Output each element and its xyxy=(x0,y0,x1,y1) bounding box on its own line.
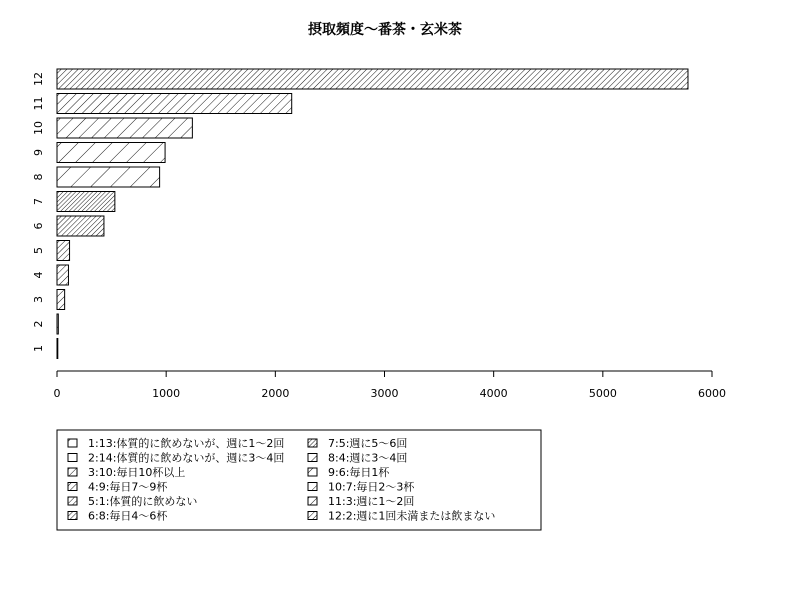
y-tick-label: 7 xyxy=(32,198,45,205)
legend-swatch xyxy=(308,483,317,491)
legend xyxy=(57,430,541,530)
legend-entry-9: 9:6:毎日1杯 xyxy=(328,466,390,479)
y-tick-label: 12 xyxy=(32,72,45,86)
y-tick-label: 4 xyxy=(32,271,45,279)
bar-7 xyxy=(57,192,115,212)
x-tick-label: 2000 xyxy=(261,387,290,400)
y-tick-label: 9 xyxy=(32,149,45,156)
legend-entry-6: 6:8:毎日4〜6杯 xyxy=(88,509,168,523)
x-tick-label: 4000 xyxy=(479,387,508,400)
legend-swatch xyxy=(68,497,77,505)
x-tick-label: 1000 xyxy=(152,387,181,400)
legend-entry-12: 12:2:週に1回未満または飲まない xyxy=(328,509,496,523)
legend-swatch xyxy=(308,439,317,447)
x-tick-label: 0 xyxy=(53,387,61,400)
bar-8 xyxy=(57,167,160,187)
y-tick-label: 10 xyxy=(32,121,45,135)
y-tick-label: 6 xyxy=(32,222,45,230)
bar-4 xyxy=(57,265,68,285)
bar-10 xyxy=(57,118,192,138)
x-axis xyxy=(54,371,727,400)
y-tick-label: 8 xyxy=(32,173,45,181)
bar-12 xyxy=(57,69,688,89)
y-tick-label: 5 xyxy=(32,247,45,254)
y-axis xyxy=(32,72,45,352)
bars-layer xyxy=(57,69,688,359)
x-tick-label: 6000 xyxy=(698,387,726,400)
y-tick-label: 2 xyxy=(32,320,45,328)
bar-1 xyxy=(57,339,58,359)
legend-swatch xyxy=(308,512,317,520)
legend-entry-7: 7:5:週に5〜6回 xyxy=(328,437,408,450)
legend-entry-1: 1:13:体質的に飲めないが、週に1〜2回 xyxy=(88,437,285,450)
legend-entry-3: 3:10:毎日10杯以上 xyxy=(88,466,186,479)
y-tick-label: 3 xyxy=(32,296,45,303)
legend-swatch xyxy=(308,497,317,505)
legend-entry-11: 11:3:週に1〜2回 xyxy=(328,495,415,508)
bar-3 xyxy=(57,290,65,310)
y-tick-label: 1 xyxy=(32,345,45,352)
legend-swatch xyxy=(68,512,77,520)
legend-entry-2: 2:14:体質的に飲めないが、週に3〜4回 xyxy=(88,451,285,465)
legend-swatch xyxy=(68,483,77,491)
bar-2 xyxy=(57,314,58,334)
bar-9 xyxy=(57,143,165,163)
legend-entry-10: 10:7:毎日2〜3杯 xyxy=(328,480,415,494)
legend-swatch xyxy=(68,454,77,462)
x-tick-label: 5000 xyxy=(588,387,617,400)
bar-11 xyxy=(57,94,292,114)
x-tick-label: 3000 xyxy=(370,387,399,400)
legend-swatch xyxy=(68,468,77,476)
y-tick-label: 11 xyxy=(32,96,45,111)
legend-swatch xyxy=(68,439,77,447)
legend-swatch xyxy=(308,468,317,476)
legend-swatch xyxy=(308,454,317,462)
bar-5 xyxy=(57,241,70,261)
bar-6 xyxy=(57,216,104,236)
legend-entry-5: 5:1:体質的に飲めない xyxy=(88,495,198,508)
chart-title: 摂取頻度〜番茶・玄米茶 xyxy=(308,22,462,38)
legend-entry-4: 4:9:毎日7〜9杯 xyxy=(88,480,168,494)
legend-entry-8: 8:4:週に3〜4回 xyxy=(328,451,408,465)
